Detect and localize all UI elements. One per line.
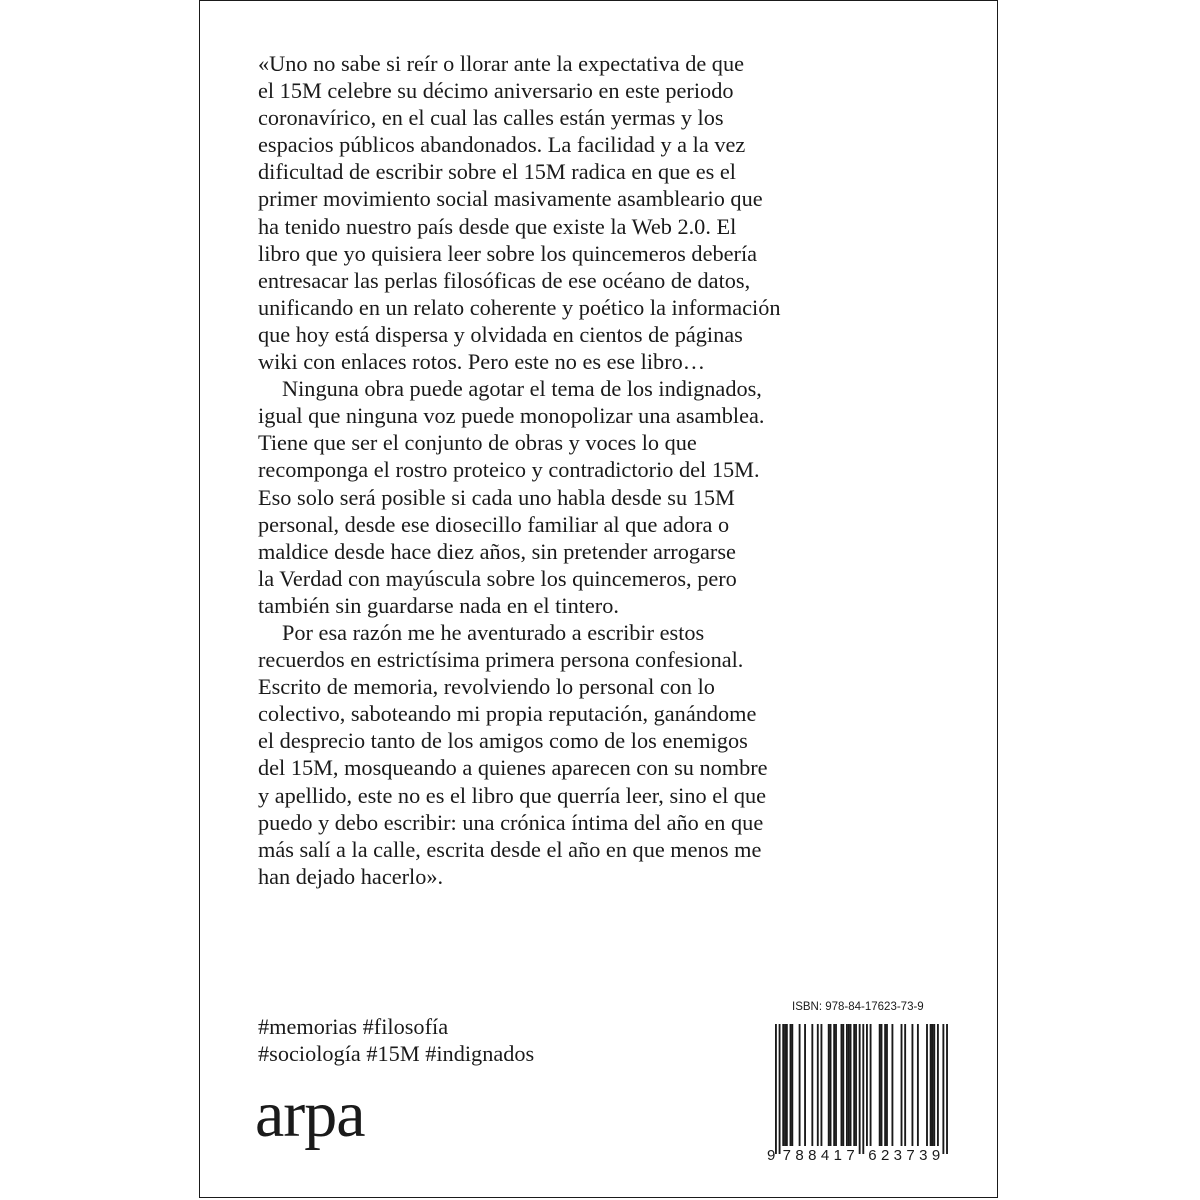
barcode-bar	[799, 1024, 801, 1146]
barcode-bar	[782, 1024, 784, 1146]
barcode-bar	[884, 1024, 886, 1146]
barcode-bar	[930, 1024, 932, 1146]
barcode-bar	[835, 1024, 837, 1146]
blurb-line: «Uno no sabe si reír o llorar ante la expectativa de que	[258, 51, 745, 76]
barcode-bar	[842, 1024, 844, 1146]
blurb-line: el 15M celebre su décimo aniversario en este periodo	[258, 78, 734, 104]
barcode-bar	[804, 1024, 806, 1146]
isbn-label: ISBN: 978-84-17623-73-9	[792, 1001, 924, 1013]
barcode-digit: 9	[931, 1147, 941, 1164]
barcode-bar	[855, 1024, 857, 1146]
blurb-line: más salí a la calle, escrita desde el año en que menos me	[258, 836, 762, 862]
barcode-bar	[937, 1024, 939, 1146]
blurb-line: del 15M, mosqueando a quienes aparecen con su nombre	[258, 755, 768, 781]
barcode-digit: 7	[846, 1147, 855, 1164]
hashtags-line-2: #sociología #15M #indignados	[258, 1041, 535, 1066]
barcode-digit: 6	[868, 1147, 877, 1164]
barcode-bar	[926, 1024, 928, 1146]
blurb-line: personal, desde ese diosecillo familiar al que adora o	[258, 511, 730, 537]
blurb-line: ha tenido nuestro país desde que existe la Web 2.0. El	[258, 213, 737, 239]
barcode-digit: 2	[880, 1147, 890, 1164]
barcode-bar	[886, 1024, 888, 1146]
barcode-bar	[946, 1024, 948, 1154]
hashtags-line-1: #memorias #filosofía	[258, 1014, 449, 1039]
barcode-bar	[784, 1024, 786, 1146]
barcode-digit: 3	[893, 1147, 903, 1164]
back-cover-blurb	[258, 50, 818, 890]
blurb-line: Ninguna obra puede agotar el tema de los indignados,	[282, 376, 762, 402]
blurb-line: recomponga el rostro proteico y contradictorio del 15M.	[258, 457, 760, 483]
barcode-digit: 7	[906, 1147, 915, 1164]
barcode-bar	[933, 1024, 935, 1146]
barcode-bar	[881, 1024, 883, 1146]
barcode-bar	[790, 1024, 792, 1146]
blurb-line: libro que yo quisiera leer sobre los quincemeros debería	[258, 240, 758, 266]
blurb-line: Eso solo será posible si cada uno habla desde su 15M	[258, 484, 735, 510]
blurb-line: igual que ninguna voz puede monopolizar una asamblea.	[258, 403, 765, 429]
barcode-bar	[917, 1024, 919, 1146]
barcode-bar	[817, 1024, 819, 1146]
barcode-bar	[811, 1024, 813, 1146]
blurb-line: el desprecio tanto de los amigos como de los enemigos	[258, 728, 748, 754]
blurb-line: entresacar las perlas filosóficas de ese océano de datos,	[258, 267, 751, 293]
barcode-digit: 8	[795, 1147, 804, 1164]
barcode-bar	[846, 1024, 848, 1146]
barcode-bar	[870, 1024, 872, 1146]
blurb-line: dificultad de escribir sobre el 15M radica en que es el	[258, 159, 736, 185]
blurb-paragraph	[258, 50, 818, 375]
blurb-line: maldice desde hace diez años, sin pretender arrogarse	[258, 538, 736, 564]
barcode-bar	[932, 1024, 934, 1146]
blurb-paragraph	[258, 619, 818, 890]
blurb-line: primer movimiento social masivamente asambleario que	[258, 186, 763, 212]
barcode-bar	[901, 1024, 903, 1146]
blurb-line: Por esa razón me he aventurado a escribir estos	[282, 619, 705, 645]
barcode-bar	[830, 1024, 832, 1146]
barcode-bar	[912, 1024, 914, 1146]
barcode-bar	[786, 1024, 788, 1146]
barcode-digit: 4	[820, 1147, 830, 1164]
blurb-paragraph	[258, 375, 818, 619]
blurb-line: la Verdad con mayúscula sobre los quincemeros, pero	[258, 565, 737, 591]
barcode-bar	[859, 1024, 861, 1154]
barcode-digit: 7	[782, 1147, 792, 1164]
blurb-line: unificando en un relato coherente y poético la información	[258, 294, 781, 320]
blurb-line: espacios públicos abandonados. La facilidad y a la vez	[258, 132, 746, 158]
barcode-bar	[833, 1024, 835, 1146]
blurb-line: wiki con enlaces rotos. Pero este no es ese libro…	[258, 349, 706, 375]
blurb-line: coronavírico, en el cual las calles están yermas y los	[258, 105, 724, 131]
blurb-line: han dejado hacerlo».	[258, 863, 444, 889]
barcode-digit: 1	[833, 1147, 842, 1164]
blurb-line: Escrito de memoria, revolviendo lo personal con lo	[258, 674, 715, 700]
barcode-bar	[879, 1024, 881, 1146]
barcode-bar	[853, 1024, 855, 1146]
barcode-bar	[850, 1024, 852, 1146]
blurb-line: que hoy está dispersa y olvidada en cientos de páginas	[258, 321, 743, 347]
barcode-digit: 3	[919, 1147, 928, 1164]
blurb-line: puedo y debo escribir: una crónica íntima del año en que	[258, 809, 764, 835]
barcode-bar	[791, 1024, 793, 1146]
barcode-bar	[862, 1024, 864, 1154]
publisher-logo: arpa	[255, 1078, 365, 1151]
isbn-barcode	[764, 1020, 950, 1180]
barcode-bar	[821, 1024, 823, 1146]
barcode-bar	[775, 1024, 777, 1154]
barcode-bar	[891, 1024, 893, 1146]
blurb-line: recuerdos en estrictísima primera persona confesional.	[258, 647, 744, 673]
barcode-bar	[841, 1024, 843, 1146]
barcode-bar	[866, 1024, 868, 1146]
blurb-line: también sin guardarse nada en el tintero.	[258, 592, 619, 618]
blurb-line: colectivo, saboteando mi propia reputación, ganándome	[258, 701, 757, 727]
barcode-bar	[828, 1024, 830, 1146]
barcode-bar	[942, 1024, 944, 1154]
barcode-bar	[779, 1024, 781, 1154]
barcode-bar	[848, 1024, 850, 1146]
hashtags	[258, 1013, 534, 1067]
blurb-line: Tiene que ser el conjunto de obras y voces lo que	[258, 430, 697, 456]
barcode-digit: 9	[767, 1147, 776, 1164]
blurb-line: y apellido, este no es el libro que querría leer, sino el que	[258, 782, 767, 808]
barcode-bar	[904, 1024, 906, 1146]
barcode-digit: 8	[808, 1147, 817, 1164]
